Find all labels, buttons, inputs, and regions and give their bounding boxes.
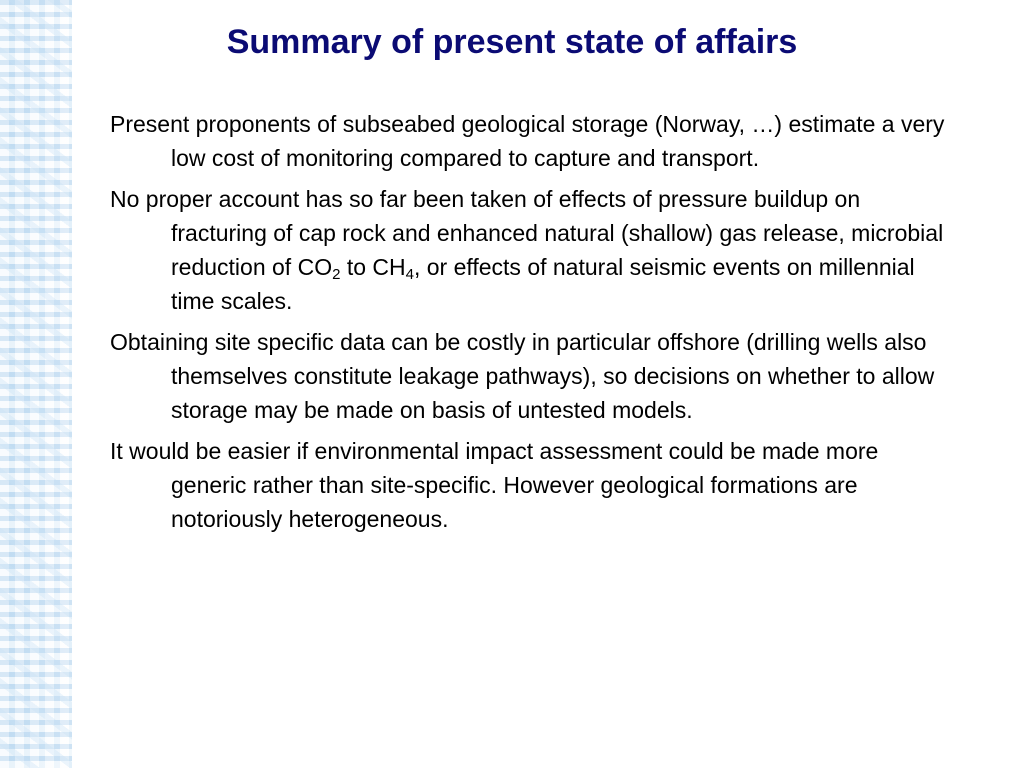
subscript: 2 <box>332 266 341 283</box>
bullet-list <box>110 107 960 543</box>
bullet-text: Obtaining site specific data can be costly in particular offshore (drilling wells also themselves constitute leakage pathways), so decisions on whether to allow storage may be made on basis of untested models. <box>110 329 935 423</box>
left-texture-decoration <box>0 0 72 768</box>
bullet-text-part: to CH <box>340 254 406 280</box>
bullet-item-monitoring-cost <box>110 107 960 175</box>
bullet-text: It would be easier if environmental impact assessment could be made more generic rather than site-specific. However geological formations are notoriously heterogeneous. <box>110 438 879 532</box>
slide-title: Summary of present state of affairs <box>226 23 798 61</box>
bullet-item-pressure-buildup <box>110 182 960 318</box>
bullet-item-generic-assessment <box>110 434 960 536</box>
bullet-text: Present proponents of subseabed geological storage (Norway, …) estimate a very low cost of monitoring compared to capture and transport. <box>110 111 945 171</box>
bullet-text-part: , or effects of natural seismic events on millennial time scales. <box>171 254 915 314</box>
subscript: 4 <box>405 266 414 283</box>
bullet-text-part: No proper account has so far been taken of effects of pressure buildup on fracturing of cap rock and enhanced natural (shallow) gas release, microbial reduction of CO <box>110 186 944 280</box>
bullet-item-site-data <box>110 325 960 427</box>
